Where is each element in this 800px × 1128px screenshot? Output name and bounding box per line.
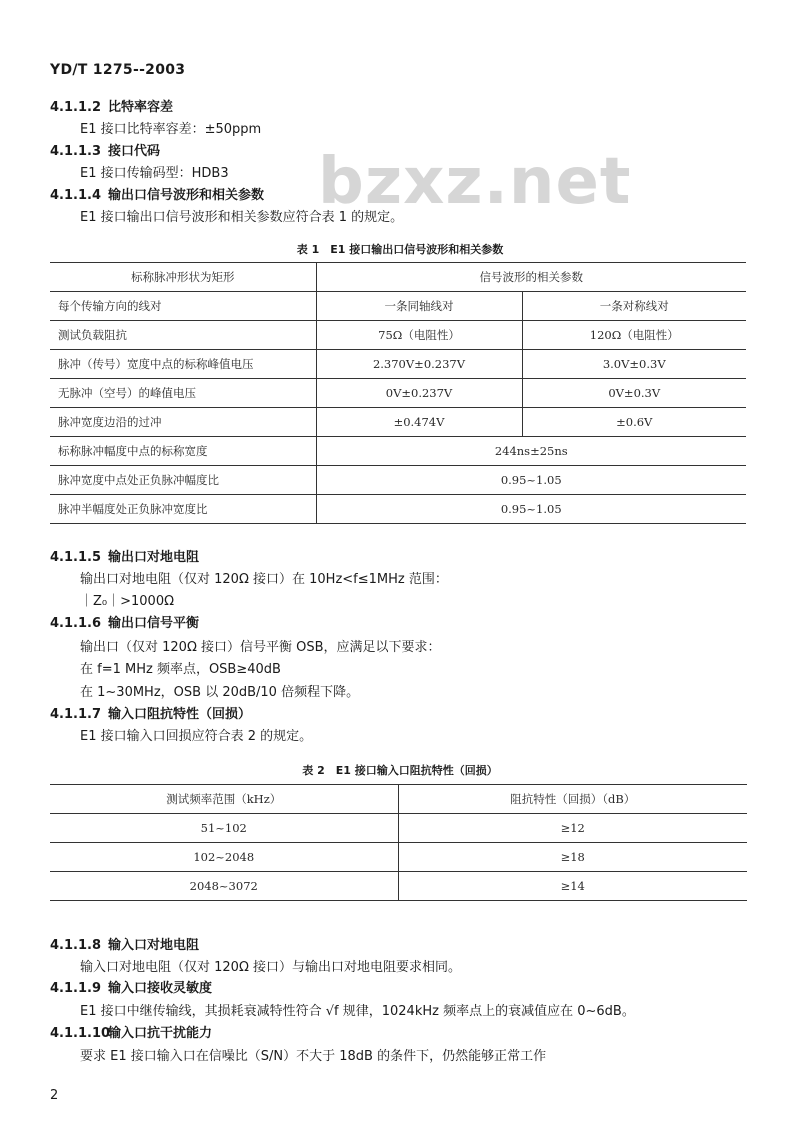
section-number: 4.1.1.9 [50,981,101,996]
table-row [50,872,747,901]
table-row [50,814,747,843]
table-row [50,437,746,466]
table-cell: 51~102 [50,814,398,843]
table-cell: 2048~3072 [50,872,398,901]
section-text: 要求 E1 接口输入口在信噪比（S/N）不大于 18dB 的条件下，仍然能够正常工作 [80,1049,547,1064]
section-title: 输入口阻抗特性（回损） [108,707,252,722]
section-title: 输入口接收灵敏度 [108,981,213,996]
section-number: 4.1.1.4 [50,188,101,203]
section-title: 接口代码 [108,144,161,159]
table-cell: 0.95~1.05 [316,466,746,495]
table-cell: ≥12 [398,814,747,843]
table-cell: 测试负载阻抗 [50,321,316,350]
section-text: 输入口对地电阻（仅对 120Ω 接口）与输出口对地电阻要求相同。 [80,960,462,975]
standard-number: YD/T 1275--2003 [50,62,186,78]
table2-caption: 表 2 E1 接口输入口阻抗特性（回损） [302,764,498,777]
section-title: 输入口抗干扰能力 [108,1026,213,1041]
section-heading-4-1-1-6 [50,612,199,631]
section-title: 输出口对地电阻 [108,550,200,565]
section-text: 在 f=1 MHz 频率点，OSB≥40dB [80,662,281,677]
table-cell: 102~2048 [50,843,398,872]
table-cell: ≥14 [398,872,747,901]
section-heading-4-1-1-9 [50,977,212,996]
table-row [50,495,746,524]
table-cell: ±0.474V [316,408,522,437]
table-cell: 0.95~1.05 [316,495,746,524]
section-text: E1 接口输出口信号波形和相关参数应符合表 1 的规定。 [80,210,404,225]
table-header-cell: 标称脉冲形状为矩形 [50,263,316,292]
section-heading-4-1-1-3 [50,140,160,159]
table-row [50,466,746,495]
section-text: 输出口（仅对 120Ω 接口）信号平衡 OSB，应满足以下要求： [80,640,441,655]
table-cell: 一条对称线对 [522,292,746,321]
table-cell: 一条同轴线对 [316,292,522,321]
section-heading-4-1-1-8 [50,934,199,953]
section-heading-4-1-1-2 [50,96,173,115]
section-title: 比特率容差 [108,100,174,115]
table-cell: 脉冲（传号）宽度中点的标称峰值电压 [50,350,316,379]
page-number: 2 [50,1088,59,1103]
section-number: 4.1.1.5 [50,550,101,565]
table-cell: 无脉冲（空号）的峰值电压 [50,379,316,408]
table-cell: ≥18 [398,843,747,872]
section-heading-4-1-1-10 [50,1022,212,1041]
table-row [50,408,746,437]
section-text: 输出口对地电阻（仅对 120Ω 接口）在 10Hz<f≤1MHz 范围： [80,572,448,587]
section-text: E1 接口输入口回损应符合表 2 的规定。 [80,729,313,744]
section-number: 4.1.1.6 [50,616,101,631]
table-cell: 脉冲宽度中点处正负脉冲幅度比 [50,466,316,495]
table-header-row [50,263,746,292]
table-row [50,350,746,379]
table-cell: 每个传输方向的线对 [50,292,316,321]
section-title: 输出口信号波形和相关参数 [108,188,265,203]
table-cell: 75Ω（电阻性） [316,321,522,350]
section-number: 4.1.1.2 [50,100,101,115]
table-header-cell: 阻抗特性（回损）（dB） [398,785,747,814]
section-text: E1 接口传输码型：HDB3 [80,166,229,181]
table-cell: 0V±0.237V [316,379,522,408]
table-cell: 0V±0.3V [522,379,746,408]
section-heading-4-1-1-7 [50,703,251,722]
table-cell: ±0.6V [522,408,746,437]
table-row [50,843,747,872]
table-row [50,321,746,350]
watermark: bzxz.net [318,145,632,219]
section-text: 在 1~30MHz，OSB 以 20dB/10 倍频程下降。 [80,685,360,700]
section-text: E1 接口中继传输线，其损耗衰减特性符合 √f 规律，1024kHz 频率点上的衰减值应在 0~6dB。 [80,1004,635,1019]
section-heading-4-1-1-4 [50,184,264,203]
section-number: 4.1.1.7 [50,707,101,722]
section-heading-4-1-1-5 [50,546,199,565]
table-header-cell: 信号波形的相关参数 [316,263,746,292]
section-number: 4.1.1.8 [50,938,101,953]
table-header-row [50,785,747,814]
table-cell: 脉冲半幅度处正负脉冲宽度比 [50,495,316,524]
table2 [50,784,747,901]
section-text: E1 接口比特率容差：±50ppm [80,122,262,137]
table-cell: 120Ω（电阻性） [522,321,746,350]
section-number: 4.1.1.10 [50,1026,111,1041]
table-cell: 3.0V±0.3V [522,350,746,379]
table1 [50,262,746,524]
section-formula: ｜Z₀｜>1000Ω [80,594,175,609]
section-title: 输入口对地电阻 [108,938,200,953]
table-cell: 脉冲宽度边沿的过冲 [50,408,316,437]
table1-caption: 表 1 E1 接口输出口信号波形和相关参数 [296,243,504,256]
section-number: 4.1.1.3 [50,144,101,159]
table-cell: 2.370V±0.237V [316,350,522,379]
table-header-cell: 测试频率范围（kHz） [50,785,398,814]
table-cell: 标称脉冲幅度中点的标称宽度 [50,437,316,466]
section-title: 输出口信号平衡 [108,616,200,631]
table-cell: 244ns±25ns [316,437,746,466]
table-row [50,292,746,321]
table-row [50,379,746,408]
